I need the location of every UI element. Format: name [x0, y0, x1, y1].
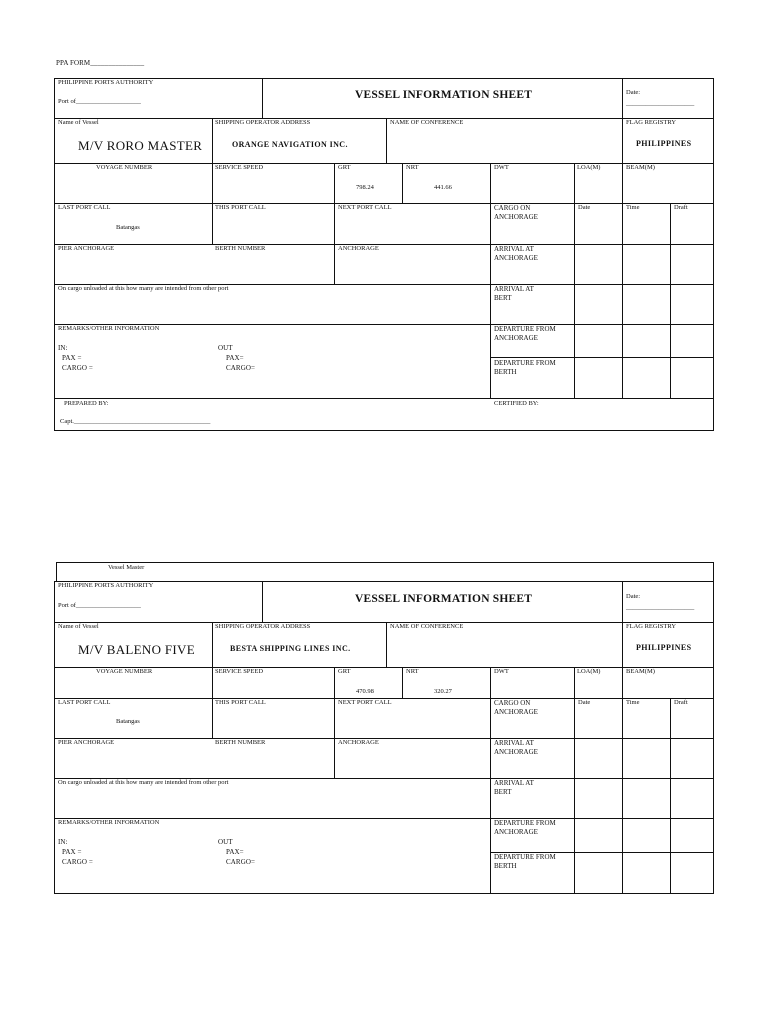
nrt-value: 320.27 [434, 688, 452, 695]
next-port-call-label: NEXT PORT CALL [338, 204, 392, 211]
date-field[interactable]: _____________________ [626, 100, 695, 107]
flag-registry-label: FLAG REGISTRY [626, 119, 677, 126]
anchorage-label: ANCHORAGE [338, 739, 379, 746]
last-port-call-label: LAST PORT CALL [58, 699, 111, 706]
time-column-label: Time [626, 699, 640, 706]
cargo-out: CARGO= [226, 858, 256, 866]
this-port-call-label: THIS PORT CALL [215, 699, 266, 706]
date-label: Date: [626, 593, 641, 600]
cargo-note: On cargo unloaded at this how many are intended from other port [58, 285, 229, 292]
date-column-label: Date [578, 204, 591, 211]
flag-registry-label: FLAG REGISTRY [626, 623, 677, 630]
date-column-label: Date [578, 699, 591, 706]
loa-label: LOA(M) [577, 668, 601, 675]
this-port-call-label: THIS PORT CALL [215, 204, 266, 211]
ppa-form-label: PPA FORM_______________ [56, 59, 145, 67]
pax-in: PAX = [62, 848, 82, 856]
grt-label: GRT [338, 668, 351, 675]
prepared-by-label: PREPARED BY: [64, 400, 109, 407]
arrival-berth-label: ARRIVAL AT BERT [494, 779, 534, 796]
in-label: IN: [58, 344, 68, 352]
beam-label: BEAM(M) [626, 668, 655, 675]
arrival-anchorage-label: ARRIVAL AT ANCHORAGE [494, 245, 538, 262]
departure-berth-label: DEPARTURE FROM BERTH [494, 359, 556, 376]
cargo-in: CARGO = [62, 858, 93, 866]
voyage-number-label: VOYAGE NUMBER [96, 668, 153, 675]
conference-label: NAME OF CONFERENCE [390, 119, 464, 126]
operator-name: ORANGE NAVIGATION INC. [232, 140, 348, 149]
grt-label: GRT [338, 164, 351, 171]
dwt-label: DWT [494, 164, 509, 171]
certified-by-label: CERTIFIED BY: [494, 400, 539, 407]
grt-value: 798.24 [356, 184, 374, 191]
pier-anchorage-label: PIER ANCHORAGE [58, 739, 115, 746]
cargo-in: CARGO = [62, 364, 93, 372]
cargo-on-anchorage-label: CARGO ON ANCHORAGE [494, 204, 538, 221]
shipping-operator-label: SHIPPING OPERATOR ADDRESS [215, 623, 311, 630]
date-field[interactable]: _____________________ [626, 604, 695, 611]
in-label: IN: [58, 838, 68, 846]
loa-label: LOA(M) [577, 164, 601, 171]
name-of-vessel-label: Name of Vessel [58, 623, 99, 630]
next-port-call-label: NEXT PORT CALL [338, 699, 392, 706]
vessel-master-strip [56, 562, 714, 582]
vessel-master-label: Vessel Master [108, 564, 145, 571]
operator-name: BESTA SHIPPING LINES INC. [230, 644, 351, 653]
draft-column-label: Draft [674, 204, 688, 211]
berth-number-label: BERTH NUMBER [215, 739, 266, 746]
pax-out: PAX= [226, 354, 244, 362]
dwt-label: DWT [494, 668, 509, 675]
beam-label: BEAM(M) [626, 164, 655, 171]
last-port-call-value: Batangas [116, 718, 140, 725]
cargo-note: On cargo unloaded at this how many are intended from other port [58, 779, 229, 786]
captain-signature-line[interactable]: Capt.__________________________________________ [60, 418, 211, 425]
arrival-anchorage-label: ARRIVAL AT ANCHORAGE [494, 739, 538, 756]
vessel-name: M/V BALENO FIVE [78, 642, 195, 657]
departure-anchorage-label: DEPARTURE FROM ANCHORAGE [494, 819, 556, 836]
pax-out: PAX= [226, 848, 244, 856]
vessel-name: M/V RORO MASTER [78, 138, 203, 153]
pax-in: PAX = [62, 354, 82, 362]
port-of-field[interactable]: Port of____________________ [58, 602, 141, 609]
departure-anchorage-label: DEPARTURE FROM ANCHORAGE [494, 325, 556, 342]
grt-value: 470.98 [356, 688, 374, 695]
voyage-number-label: VOYAGE NUMBER [96, 164, 153, 171]
flag-registry-value: PHILIPPINES [636, 139, 692, 148]
service-speed-label: SERVICE SPEED [215, 164, 264, 171]
nrt-label: NRT [406, 164, 419, 171]
departure-berth-label: DEPARTURE FROM BERTH [494, 853, 556, 870]
nrt-label: NRT [406, 668, 419, 675]
arrival-berth-label: ARRIVAL AT BERT [494, 285, 534, 302]
time-column-label: Time [626, 204, 640, 211]
draft-column-label: Draft [674, 699, 688, 706]
cargo-on-anchorage-label: CARGO ON ANCHORAGE [494, 699, 538, 716]
port-of-field[interactable]: Port of____________________ [58, 98, 141, 105]
remarks-label: REMARKS/OTHER INFORMATION [58, 819, 160, 826]
conference-label: NAME OF CONFERENCE [390, 623, 464, 630]
shipping-operator-label: SHIPPING OPERATOR ADDRESS [215, 119, 311, 126]
authority-label: PHILIPPINE PORTS AUTHORITY [58, 582, 154, 589]
date-label: Date: [626, 89, 641, 96]
service-speed-label: SERVICE SPEED [215, 668, 264, 675]
out-label: OUT [218, 344, 233, 352]
authority-label: PHILIPPINE PORTS AUTHORITY [58, 79, 154, 86]
form-title: VESSEL INFORMATION SHEET [355, 89, 533, 101]
name-of-vessel-label: Name of Vessel [58, 119, 99, 126]
berth-number-label: BERTH NUMBER [215, 245, 266, 252]
last-port-call-value: Batangas [116, 224, 140, 231]
form-frame [54, 78, 714, 431]
flag-registry-value: PHILIPPINES [636, 643, 692, 652]
cargo-out: CARGO= [226, 364, 256, 372]
out-label: OUT [218, 838, 233, 846]
form-title: VESSEL INFORMATION SHEET [355, 593, 533, 605]
last-port-call-label: LAST PORT CALL [58, 204, 111, 211]
nrt-value: 441.66 [434, 184, 452, 191]
anchorage-label: ANCHORAGE [338, 245, 379, 252]
remarks-label: REMARKS/OTHER INFORMATION [58, 325, 160, 332]
pier-anchorage-label: PIER ANCHORAGE [58, 245, 115, 252]
